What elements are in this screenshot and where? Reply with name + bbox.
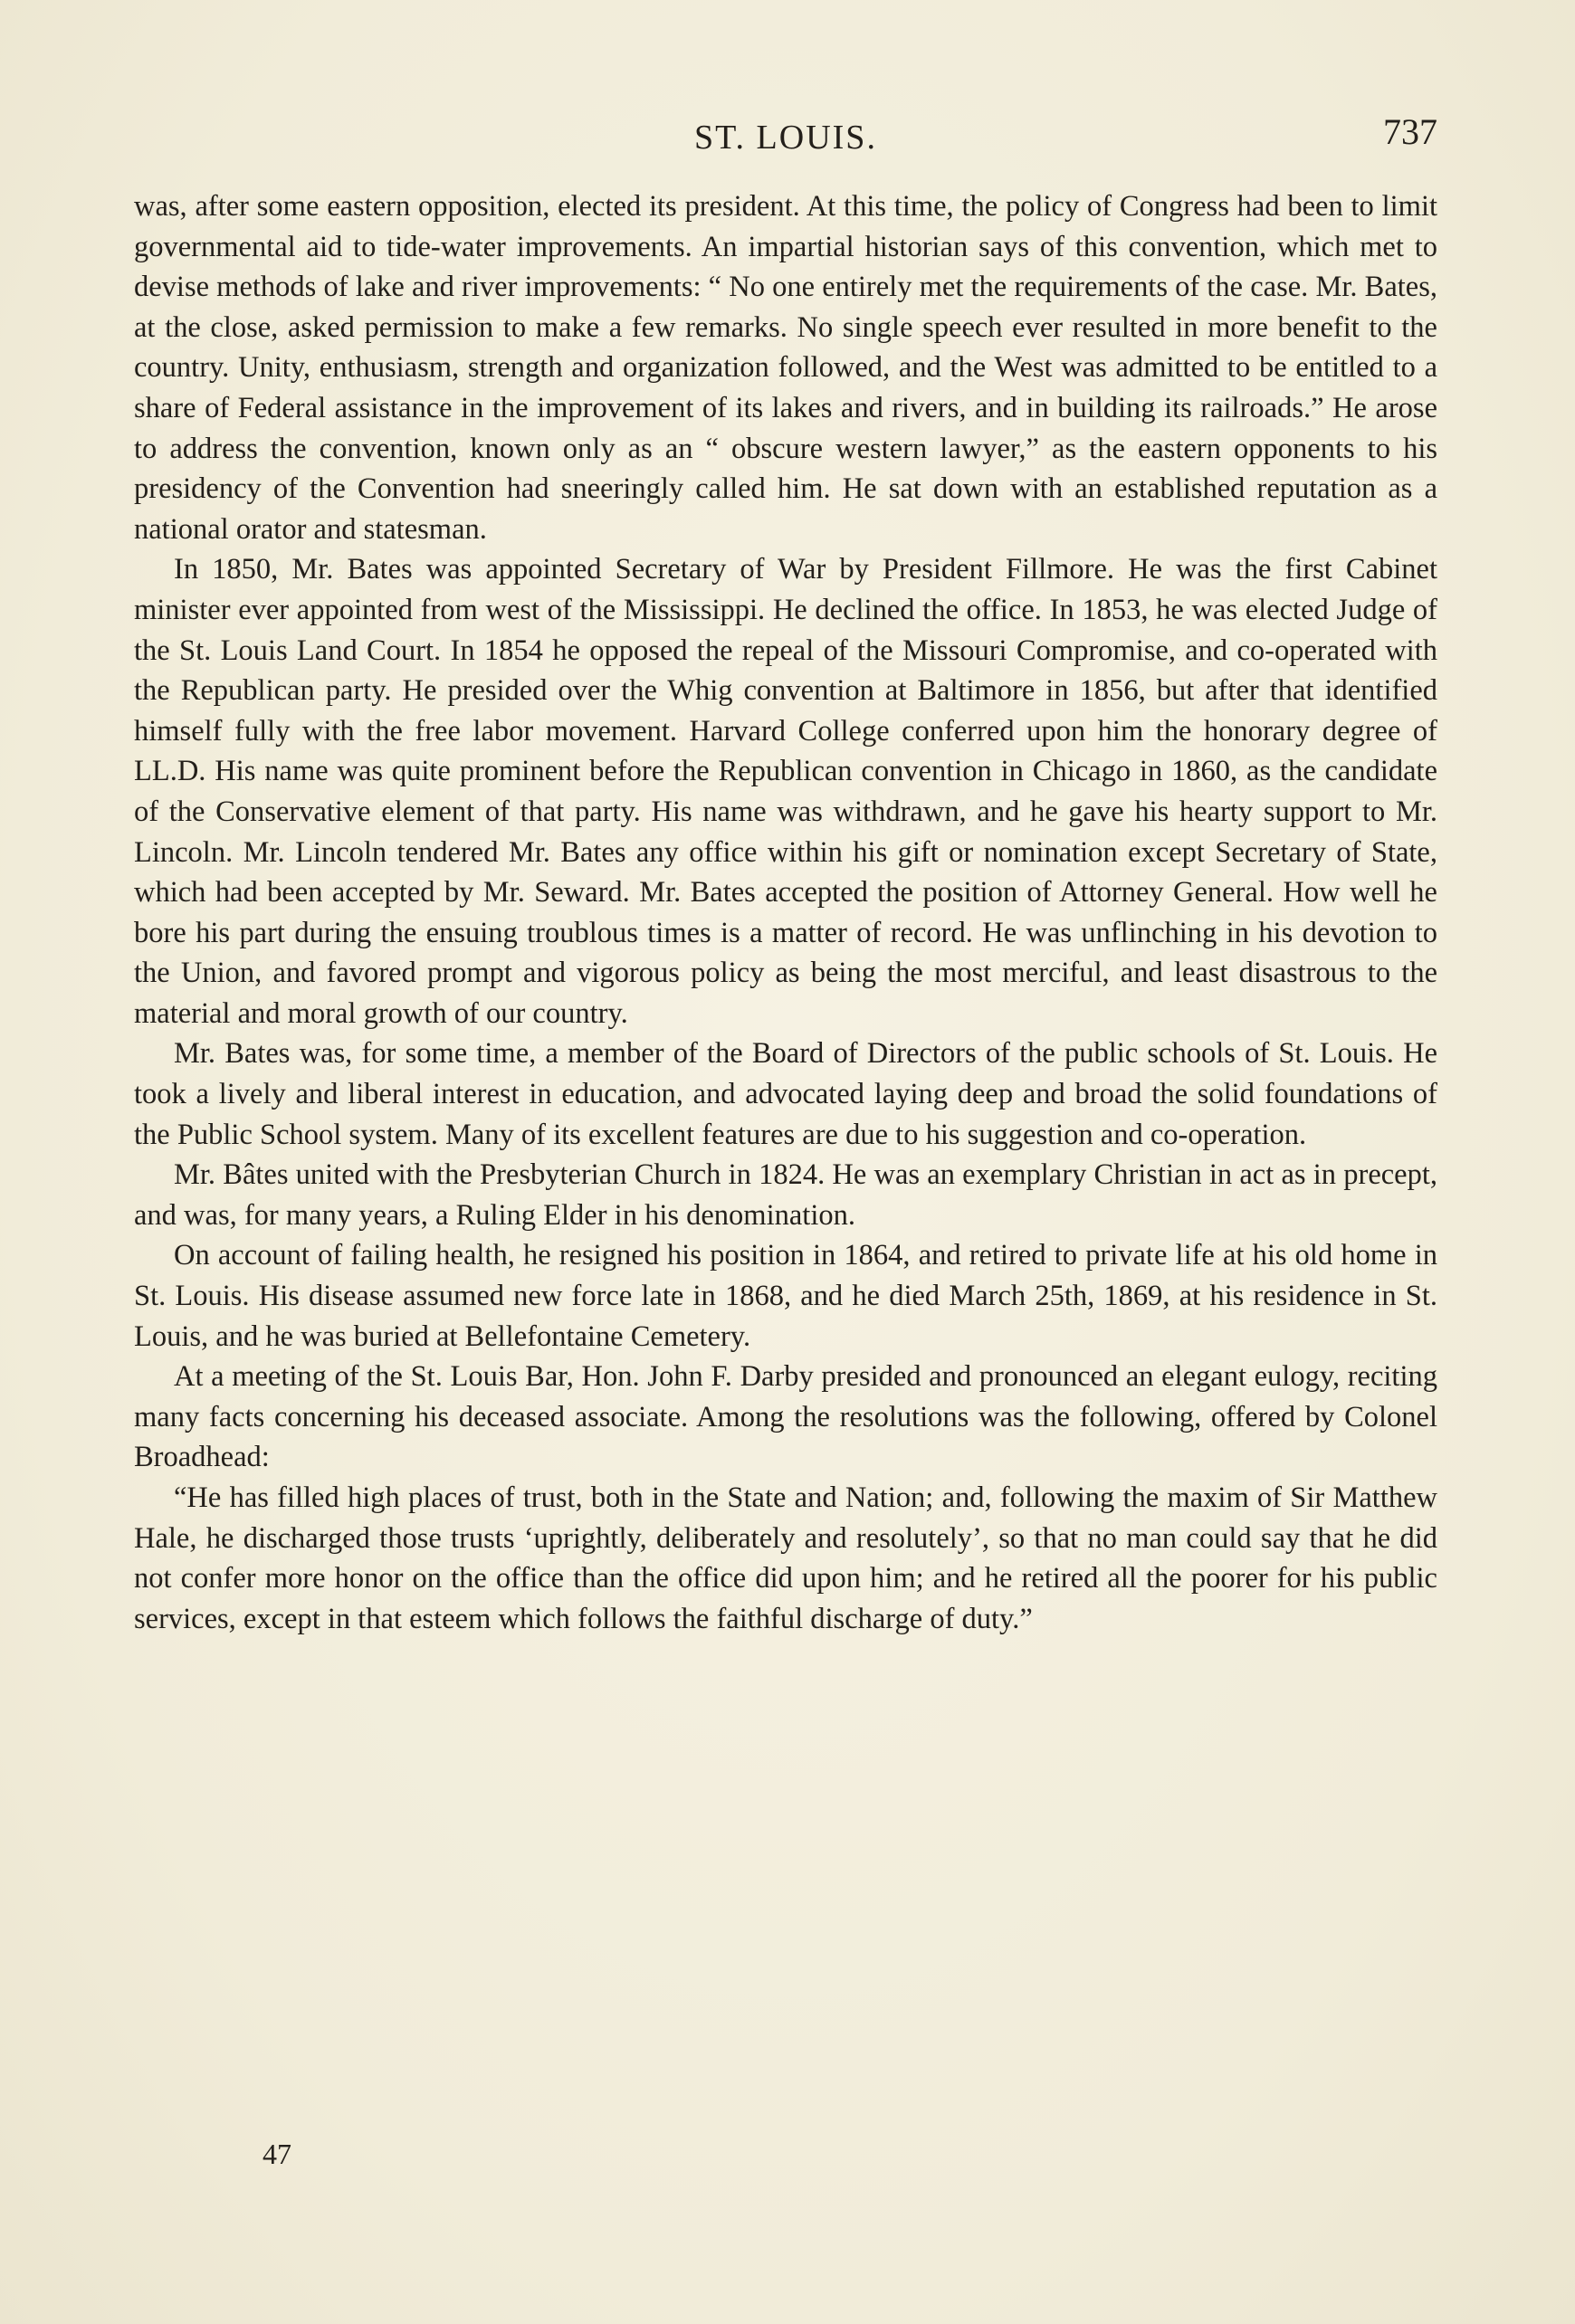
running-title: ST. LOUIS. — [694, 119, 877, 157]
paragraph: Mr. Bâtes united with the Presbyterian Church in 1824. He was an exemplary Christian in act as in precept, and was, for many years, a Ruling Elder in his denomination. — [134, 1158, 1437, 1232]
paragraph: Mr. Bates was, for some time, a member of the Board of Directors of the public schools of St. Louis. He took a lively and liberal interest in education, and advocated laying deep and broad the solid foundations of the Public School system. Many of its excellent features are due to his suggestion and co-operation. — [134, 1037, 1437, 1151]
quotation-paragraph: “He has filled high places of trust, both in the State and Nation; and, following the maxim of Sir Matthew Hale, he discharged those trusts ‘uprightly, deliberately and resolutely’, so that no man could say that he did not confer more honor on the office than the office did upon him; and he retired all the poorer for his public services, except in that esteem which follows the faithful discharge of duty.” — [134, 1481, 1437, 1635]
signature-mark: 47 — [262, 2138, 291, 2170]
paragraph: In 1850, Mr. Bates was appointed Secretary of War by President Fillmore. He was the first Cabinet minister ever appointed from west of the Mississippi. He declined the office. In 1853, he was elected Judge of the St. Louis Land Court. In 1854 he opposed the repeal of the Missouri Compromise, and co-operated with the Republican party. He presided over the Whig convention at Baltimore in 1856, but after that identified himself fully with the free labor movement. Harvard College conferred upon him the honorary degree of LL.D. His name was quite prominent before the Republican convention in Chicago in 1860, as the candidate of the Conservative element of that party. His name was withdrawn, and he gave his hearty support to Mr. Lincoln. Mr. Lincoln tendered Mr. Bates any office within his gift or nomination except Secretary of State, which had been accepted by Mr. Seward. Mr. Bates accepted the position of Attorney General. How well he bore his part during the ensuing troublous times is a matter of record. He was unflinching in his devotion to the Union, and favored prompt and vigorous policy as being the most merciful, and least disastrous to the material and moral growth of our country. — [134, 553, 1437, 1030]
page-number: 737 — [1383, 111, 1437, 152]
paragraph: was, after some eastern opposition, elected its president. At this time, the policy of Congress had been to limit governmental aid to tide-water improvements. An impartial historian says of this convention, which met to devise methods of lake and river improvements: “ No one entirely met the requirements of the case. Mr. Bates, at the close, asked permission to make a few remarks. No single speech ever resulted in more benefit to the country. Unity, enthusiasm, strength and organization followed, and the West was admitted to be entitled to a share of Federal assistance in the improvement of its lakes and rivers, and in building its railroads.” He arose to address the convention, known only as an “ obscure western lawyer,” as the eastern opponents to his presidency of the Convention had sneeringly called him. He sat down with an established reputation as a national orator and statesman. — [134, 190, 1437, 546]
paragraph: On account of failing health, he resigned his position in 1864, and retired to private life at his old home in St. Louis. His disease assumed new force late in 1868, and he died March 25th, 1869, at his residence in St. Louis, and he was buried at Bellefontaine Cemetery. — [134, 1239, 1437, 1353]
paragraph: At a meeting of the St. Louis Bar, Hon. John F. Darby presided and pronounced an elegant eulogy, reciting many facts concerning his deceased associate. Among the resolutions was the following, offered by Colonel Broadhead: — [134, 1360, 1437, 1474]
running-head — [134, 110, 1437, 165]
body-text — [134, 186, 1437, 1639]
